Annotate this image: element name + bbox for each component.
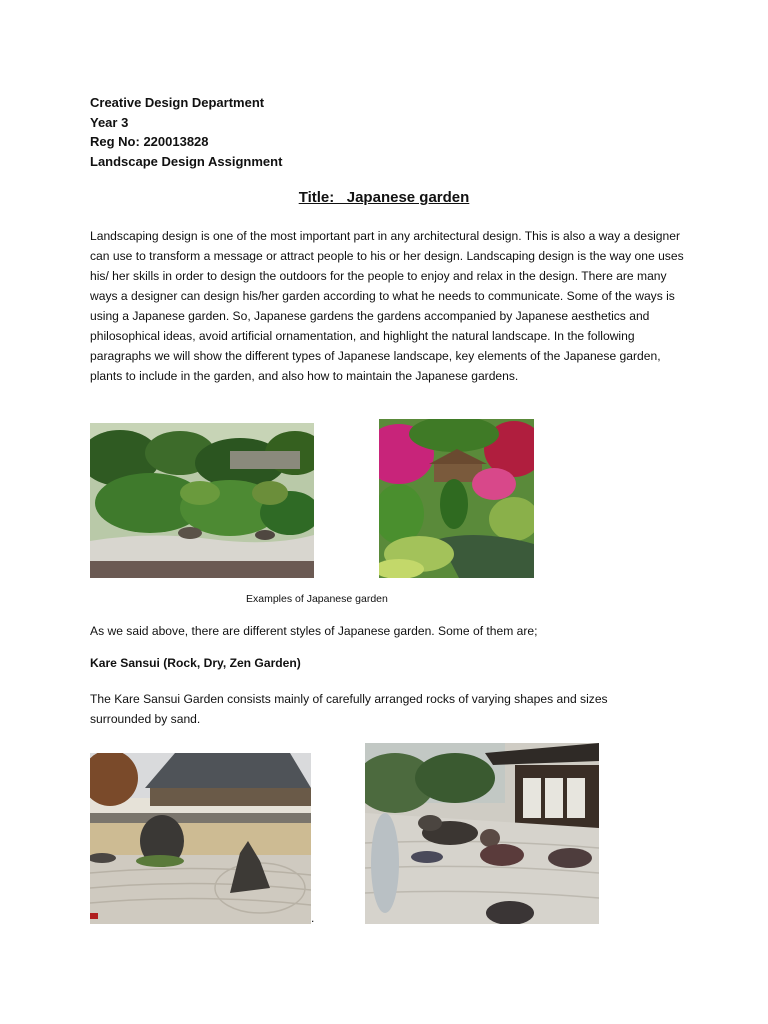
document-title	[0, 189, 768, 206]
intro-paragraph: Landscaping design is one of the most important part in any architectural design. This is also a way a designer can use to transform a message or attract people to his or her design. Landscaping design is the way one uses his/ her skills in order to design the outdoors for the people to enjoy and relax in the design. There are many ways a designer can design his/her garden according to what he needs to communicate. Some of the ways is using a Japanese garden. So, Japanese gardens the gardens accompanied by Japanese aesthetics and philosophical ideas, avoid artificial ornamentation, and highlight the natural landscape. In the following paragraphs we will show the different types of Japanese landscape, key elements of the Japanese garden, plants to include in the garden, and also how to maintain the Japanese gardens.	[90, 229, 684, 383]
document-header	[90, 93, 282, 171]
department-line: Creative Design Department	[90, 95, 265, 110]
kare-sansui-heading: Kare Sansui (Rock, Dry, Zen Garden)	[90, 656, 301, 670]
year-line: Year 3	[90, 114, 129, 130]
styles-intro-paragraph: As we said above, there are different styles of Japanese garden. Some of them are;	[90, 624, 538, 638]
zen-garden-photo-2	[365, 743, 599, 924]
zen-garden-photo-1	[90, 753, 311, 924]
image-caption: Examples of Japanese garden	[246, 593, 388, 605]
trailing-period: .	[311, 911, 315, 925]
reg-no-line: Reg No: 220013828	[90, 134, 209, 149]
japanese-garden-photo-1	[90, 423, 314, 578]
japanese-garden-photo-2	[379, 419, 534, 578]
title-text: Title: Japanese garden	[298, 189, 470, 206]
kare-sansui-description: The Kare Sansui Garden consists mainly of carefully arranged rocks of varying shapes and sizes surrounded by sand.	[90, 692, 608, 726]
assignment-line: Landscape Design Assignment	[90, 153, 283, 169]
